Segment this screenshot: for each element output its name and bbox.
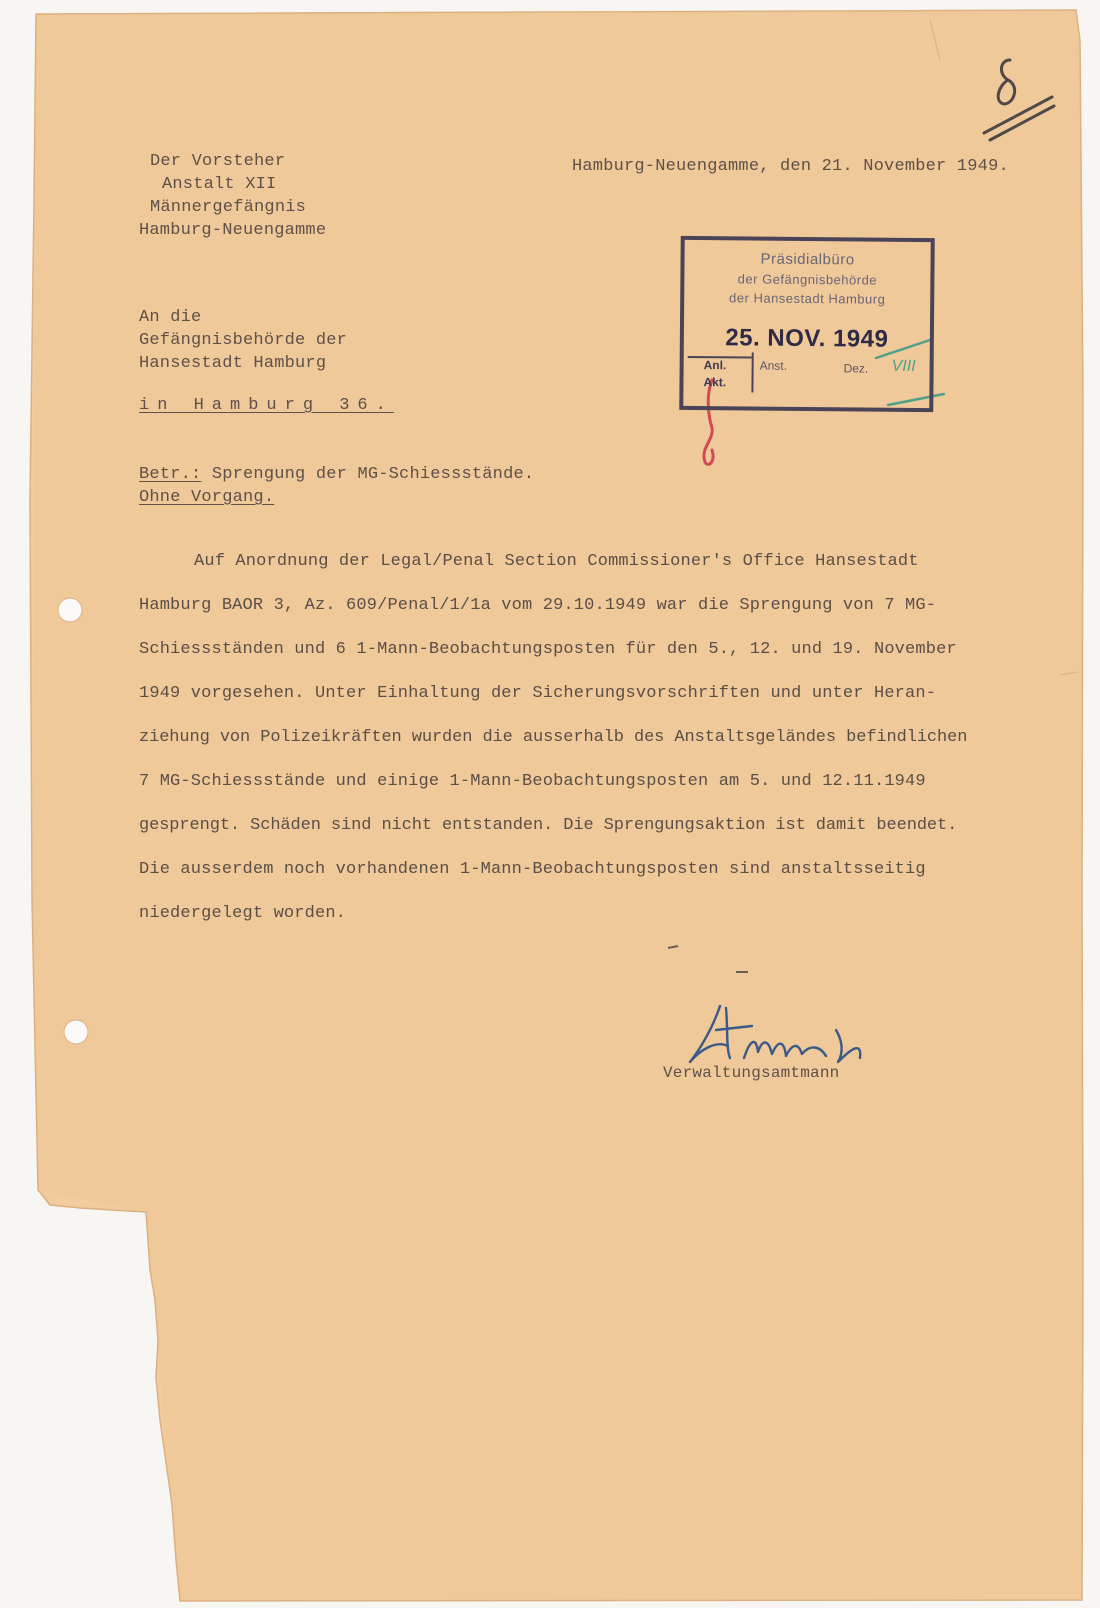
subject-reference: Ohne Vorgang. [139, 488, 275, 507]
recipient-line-1: An die [139, 308, 202, 327]
body-line-9: niedergelegt worden. [139, 904, 347, 923]
body-line-7: gesprengt. Schäden sind nicht entstanden. Die Sprengungsaktion ist damit beendet. [139, 816, 958, 835]
place-date: Hamburg-Neuengamme, den 21. November 1949. [572, 157, 1009, 176]
stamp-cell-anst: Anst. [759, 358, 788, 373]
stamp-row-divider [688, 356, 752, 359]
sender-line-1: Der Vorsteher [150, 152, 286, 171]
stamp-cell-akt: Akt. [703, 375, 727, 390]
body-line-3: Schiessständen und 6 1-Mann-Beobachtungsposten für den 5., 12. und 19. November [139, 640, 957, 659]
sender-line-4: Hamburg-Neuengamme [139, 221, 327, 240]
stamp-cell-dez: Dez. [843, 361, 869, 376]
body-line-1: Auf Anordnung der Legal/Penal Section Commissioner's Office Hansestadt [194, 552, 919, 571]
punch-hole-top [58, 598, 82, 622]
subject-line [139, 463, 534, 486]
body-line-6: 7 MG-Schiessstände und einige 1-Mann-Beobachtungsposten am 5. und 12.11.1949 [139, 772, 926, 791]
recipient-line-2: Gefängnisbehörde der [139, 331, 348, 350]
stamp-cell-divider [751, 353, 753, 393]
subject-text: Sprengung der MG-Schiessstände. [211, 465, 535, 484]
body-line-8: Die ausserdem noch vorhandenen 1-Mann-Beobachtungsposten sind anstaltsseitig [139, 860, 926, 879]
body-line-5: ziehung von Polizeikräften wurden die ausserhalb des Anstaltsgeländes befindlichen [139, 728, 968, 747]
punch-hole-bottom [64, 1020, 88, 1044]
stamp-dez-value: VIII [891, 357, 916, 375]
stamp-authority: der Gefängnisbehörde [737, 271, 878, 288]
sender-line-3: Männergefängnis [150, 198, 307, 217]
sender-line-2: Anstalt XII [162, 175, 277, 194]
stamp-date: 25. NOV. 1949 [725, 324, 889, 353]
stamp-cell-anl: Anl. [703, 358, 727, 373]
receipt-stamp [679, 236, 935, 412]
recipient-city: in Hamburg 36. [139, 396, 394, 415]
subject-label: Betr.: [139, 465, 202, 484]
stamp-office: Präsidialbüro [760, 250, 855, 269]
signature-title: Verwaltungsamtmann [663, 1064, 840, 1082]
body-line-2: Hamburg BAOR 3, Az. 609/Penal/1/1a vom 29.10.1949 war die Sprengung von 7 MG- [139, 596, 937, 615]
recipient-line-3: Hansestadt Hamburg [139, 354, 327, 373]
stamp-city: der Hansestadt Hamburg [729, 290, 886, 307]
body-line-4: 1949 vorgesehen. Unter Einhaltung der Sicherungsvorschriften und unter Heran- [139, 684, 937, 703]
